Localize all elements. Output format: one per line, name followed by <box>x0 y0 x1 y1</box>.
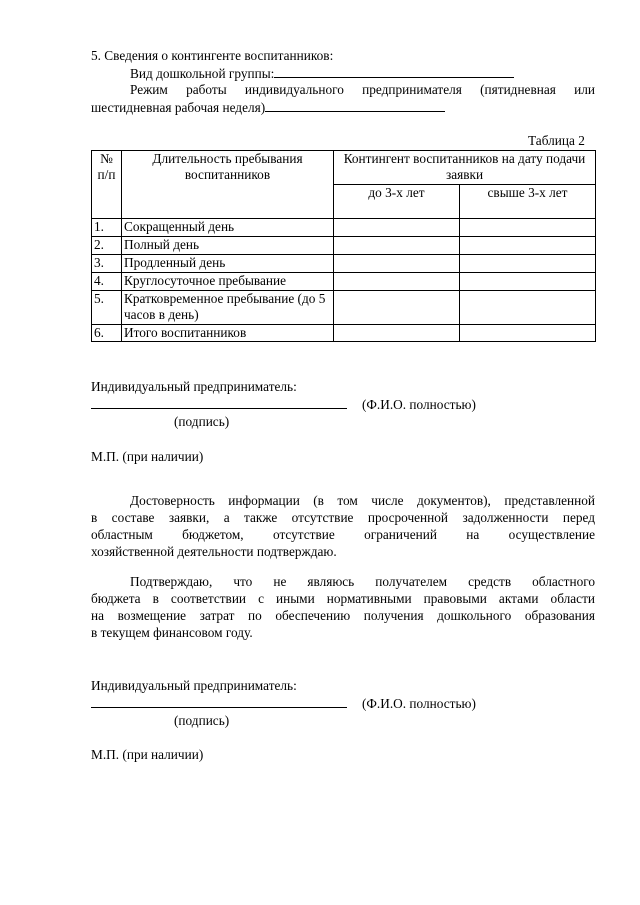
seal-label-2: М.П. (при наличии) <box>91 747 204 762</box>
para1-line-2: в составе заявки, а также отсутствие просроченной задолженности перед <box>91 510 595 525</box>
cell-over3[interactable] <box>460 255 596 273</box>
fio-label-1: (Ф.И.О. полностью) <box>362 397 476 412</box>
sign-label-1: (подпись) <box>174 414 230 429</box>
work-mode-blank <box>265 98 445 112</box>
sign-label-2: (подпись) <box>174 713 230 728</box>
group-type-label: Вид дошкольной группы: <box>130 66 275 81</box>
fio-label-2: (Ф.И.О. полностью) <box>362 696 476 711</box>
signature-blank-1 <box>91 395 347 409</box>
table-row <box>92 237 596 255</box>
para2-line-1: Подтверждаю, что не являюсь получателем средств областного <box>130 574 595 589</box>
reliability-paragraph <box>91 492 595 560</box>
header-over3: свыше 3-х лет <box>460 185 596 219</box>
cell-over3[interactable] <box>460 219 596 237</box>
cell-under3[interactable] <box>334 273 460 291</box>
header-under3: до 3-х лет <box>334 185 460 219</box>
para2-line-2: бюджета в соответствии с иными нормативными правовыми актами области <box>91 591 595 606</box>
cell-under3[interactable] <box>334 237 460 255</box>
cell-under3[interactable] <box>334 291 460 325</box>
cell-over3[interactable] <box>460 273 596 291</box>
row-num: 1. <box>92 219 122 237</box>
row-label: Продленный день <box>122 255 334 273</box>
cell-over3[interactable] <box>460 325 596 342</box>
work-mode-line-2-text: шестидневная рабочая неделя) <box>91 100 266 115</box>
table-header-row <box>92 151 596 185</box>
header-contingent: Контингент воспитанников на дату подачи заявки <box>334 151 596 185</box>
section-heading: 5. Сведения о контингенте воспитанников: <box>91 48 334 63</box>
contingent-table <box>91 150 596 342</box>
work-mode-line-1: Режим работы индивидуального предпринимателя (пятидневная или <box>130 82 595 97</box>
row-num: 3. <box>92 255 122 273</box>
table-row <box>92 273 596 291</box>
header-duration: Длительность пребывания воспитанников <box>122 151 334 219</box>
table-row <box>92 219 596 237</box>
entrepreneur-title-2: Индивидуальный предприниматель: <box>91 678 297 693</box>
work-mode-block <box>91 81 595 116</box>
header-num: № п/п <box>92 151 122 219</box>
group-type-blank <box>274 64 514 78</box>
group-type-line <box>130 64 514 82</box>
cell-under3[interactable] <box>334 325 460 342</box>
table-row <box>92 325 596 342</box>
para2-line-3: на возмещение затрат по обеспечению получения дошкольного образования <box>91 608 595 623</box>
cell-under3[interactable] <box>334 219 460 237</box>
row-label: Полный день <box>122 237 334 255</box>
entrepreneur-title-1: Индивидуальный предприниматель: <box>91 379 297 394</box>
table-caption: Таблица 2 <box>528 133 585 148</box>
para1-line-4: хозяйственной деятельности подтверждаю. <box>91 544 337 559</box>
signature-blank-2 <box>91 694 347 708</box>
para1-line-1: Достоверность информации (в том числе документов), представленной <box>130 493 595 508</box>
row-label: Итого воспитанников <box>122 325 334 342</box>
seal-label-1: М.П. (при наличии) <box>91 449 204 464</box>
row-num: 5. <box>92 291 122 325</box>
para2-line-4: в текущем финансовом году. <box>91 625 253 640</box>
para1-line-3: областным бюджетом, отсутствие ограничений на осуществление <box>91 527 595 542</box>
signature-line-1 <box>91 395 347 413</box>
work-mode-line-2 <box>91 98 595 116</box>
cell-over3[interactable] <box>460 237 596 255</box>
row-label: Круглосуточное пребывание <box>122 273 334 291</box>
row-label: Кратковременное пребывание (до 5 часов в день) <box>122 291 334 325</box>
row-num: 6. <box>92 325 122 342</box>
signature-line-2 <box>91 694 347 712</box>
table-row <box>92 291 596 325</box>
cell-over3[interactable] <box>460 291 596 325</box>
row-num: 2. <box>92 237 122 255</box>
row-label: Сокращенный день <box>122 219 334 237</box>
confirmation-paragraph <box>91 573 595 641</box>
row-num: 4. <box>92 273 122 291</box>
table-row <box>92 255 596 273</box>
cell-under3[interactable] <box>334 255 460 273</box>
